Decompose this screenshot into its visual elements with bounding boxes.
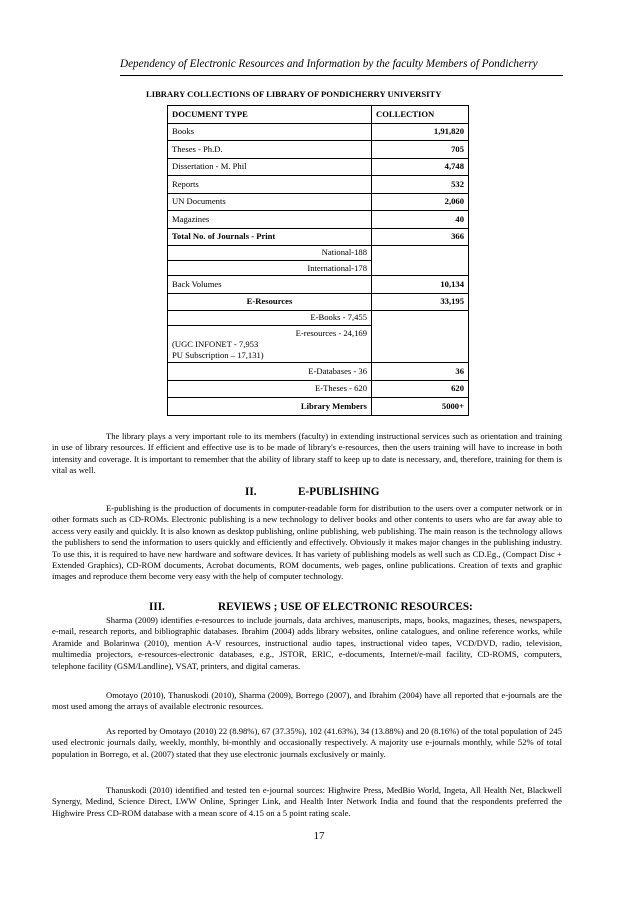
row-label: Reports <box>168 176 372 194</box>
row-label: UN Documents <box>168 193 372 211</box>
row-value: 40 <box>372 211 469 229</box>
table-row <box>168 293 469 311</box>
international-journals: International-178 <box>168 260 371 274</box>
paragraph-thanuskodi: Thanuskodi (2010) identified and tested ten e-journal sources: Highwire Press, MedBio World, Ingeta, All Health Net, Blackwell Synergy, Medind, Science Direct, LWW Online, Springer Link, and Health Inter Network India and found that the respondents preferred the Highwire Press CD-ROM database with a mean score of 4.15 on a 5 point rating scale. <box>52 785 562 818</box>
table-row <box>168 176 469 194</box>
table-row <box>168 123 469 141</box>
row-label: Back Volumes <box>168 276 372 294</box>
row-value: 532 <box>372 176 469 194</box>
row-value: 5000+ <box>372 398 469 416</box>
table-row <box>168 311 469 363</box>
running-head: Dependency of Electronic Resources and Information by the faculty Members of Pondicherry <box>120 58 538 70</box>
table-row <box>168 211 469 229</box>
table-row <box>168 193 469 211</box>
table-row <box>168 398 469 416</box>
row-value: 36 <box>372 363 469 381</box>
table-row <box>168 363 469 381</box>
pu-subscription-count: PU Subscription – 17,131) <box>172 350 264 360</box>
row-value-empty <box>372 311 469 363</box>
row-label: Total No. of Journals - Print <box>168 228 372 246</box>
row-label: E-Databases - 36 <box>168 363 372 381</box>
paragraph-reviews: Sharma (2009) identifies e-resources to include journals, data archives, manuscripts, maps, books, magazines, theses, newspapers, e-mail, research reports, and bibliographic databases. Ibrahim (2004) adds library websites, online catalogues, and online reference works, while Aramide and Bolarinwa (2010), mention A-V resources, instructional audio tapes, instructional video tapes, VCD/DVD, radio, television, multimedia projectors, e-resources-electronic databases, e.g., JSTOR, ERIC, e-documents, Internet/e-mail facility, CD-ROMS, computers, telephone facility (GSM/Landline), VSAT, printers, and digital cameras. <box>52 615 562 671</box>
header-document-type: DOCUMENT TYPE <box>168 106 372 124</box>
row-label: Books <box>168 123 372 141</box>
paragraph-ejournals: Omotayo (2010), Thanuskodi (2010), Sharma (2009), Borrego (2007), and Ibrahim (2004) have all reported that e-journals are the most used among the arrays of available electronic resources. <box>52 690 562 712</box>
row-label: Theses - Ph.D. <box>168 141 372 159</box>
row-label: Dissertation - M. Phil <box>168 158 372 176</box>
row-label: Magazines <box>168 211 372 229</box>
row-label: Library Members <box>168 398 372 416</box>
table-row <box>168 380 469 398</box>
section-number: III. <box>149 601 165 613</box>
ebooks-count: E-Books - 7,455 <box>310 312 367 322</box>
table-row <box>168 246 469 276</box>
row-label: E-Resources <box>168 293 372 311</box>
ugc-infonet-count: (UGC INFONET - 7,953 <box>172 339 259 349</box>
table-header-row <box>168 106 469 124</box>
row-value: 10,134 <box>372 276 469 294</box>
table-row <box>168 141 469 159</box>
row-value: 366 <box>372 228 469 246</box>
row-value: 705 <box>372 141 469 159</box>
row-label-multiline <box>168 311 372 363</box>
row-value: 1,91,820 <box>372 123 469 141</box>
section-number: II. <box>245 486 257 498</box>
header-rule <box>120 75 563 76</box>
row-value: 620 <box>372 380 469 398</box>
table-row <box>168 158 469 176</box>
library-collections-table <box>167 105 469 416</box>
paragraph-library-role: The library plays a very important role to its members (faculty) in extending instructional services such as orientation and training in use of library resources. If efficient and effective use is to be made of library's e-resources, then the users training will have to increase in both intensity and coverage. It is important to remember that the ability of library staff to keep up to date is necessary, and, therefore, training for them is vital as well. <box>52 431 562 476</box>
row-label: E-Theses - 620 <box>168 380 372 398</box>
row-value: 33,195 <box>372 293 469 311</box>
section-title: E-PUBLISHING <box>298 486 380 498</box>
row-value-empty <box>372 246 469 276</box>
header-collection: COLLECTION <box>372 106 469 124</box>
table-row <box>168 276 469 294</box>
row-value: 4,748 <box>372 158 469 176</box>
table-title: LIBRARY COLLECTIONS OF LIBRARY OF PONDICHERRY UNIVERSITY <box>146 89 442 99</box>
row-label-multiline <box>168 246 372 276</box>
page-number: 17 <box>313 830 325 842</box>
eresources-count: E-resources - 24,169 <box>168 325 371 339</box>
table-row <box>168 228 469 246</box>
row-value: 2,060 <box>372 193 469 211</box>
section-title: REVIEWS ; USE OF ELECTRONIC RESOURCES: <box>218 601 473 613</box>
paragraph-e-publishing: E-publishing is the production of documents in computer-readable form for distribution to the users over a computer network or in other formats such as CD-ROMs. Electronic publishing is a new technology to deliver books and other contents to users who are far away able to access very easily and quickly. It is also known as desktop publishing, online publishing, web publishing. The main reason is the technology allows the publishers to send the information to users quickly and efficiently and effectively. Obviously it makes major changes in the publishing industry. To use this, it is required to have new hardware and software devices. It has variety of publishing models as well such as CD.Eg., (Compact Disc + Extended Graphics), CD-ROM documents, Acrobat documents, ROM documents, web pages, online publications. Creation of texts and graphic images and reproduce them become very easy with the help of computer technology. <box>52 503 562 582</box>
paragraph-omotayo: As reported by Omotayo (2010) 22 (8.98%), 67 (37.35%), 102 (41.63%), 34 (13.88%) and 20 (8.16%) of the total population of 245 used electronic journals daily, weekly, monthly, bi-monthly and occasionally respectively. A majority use e-journals monthly, while 52% of total population in Borrego, et al. (2007) stated that they use electronic journals exclusively or mainly. <box>52 726 562 759</box>
national-journals: National-188 <box>321 247 367 257</box>
